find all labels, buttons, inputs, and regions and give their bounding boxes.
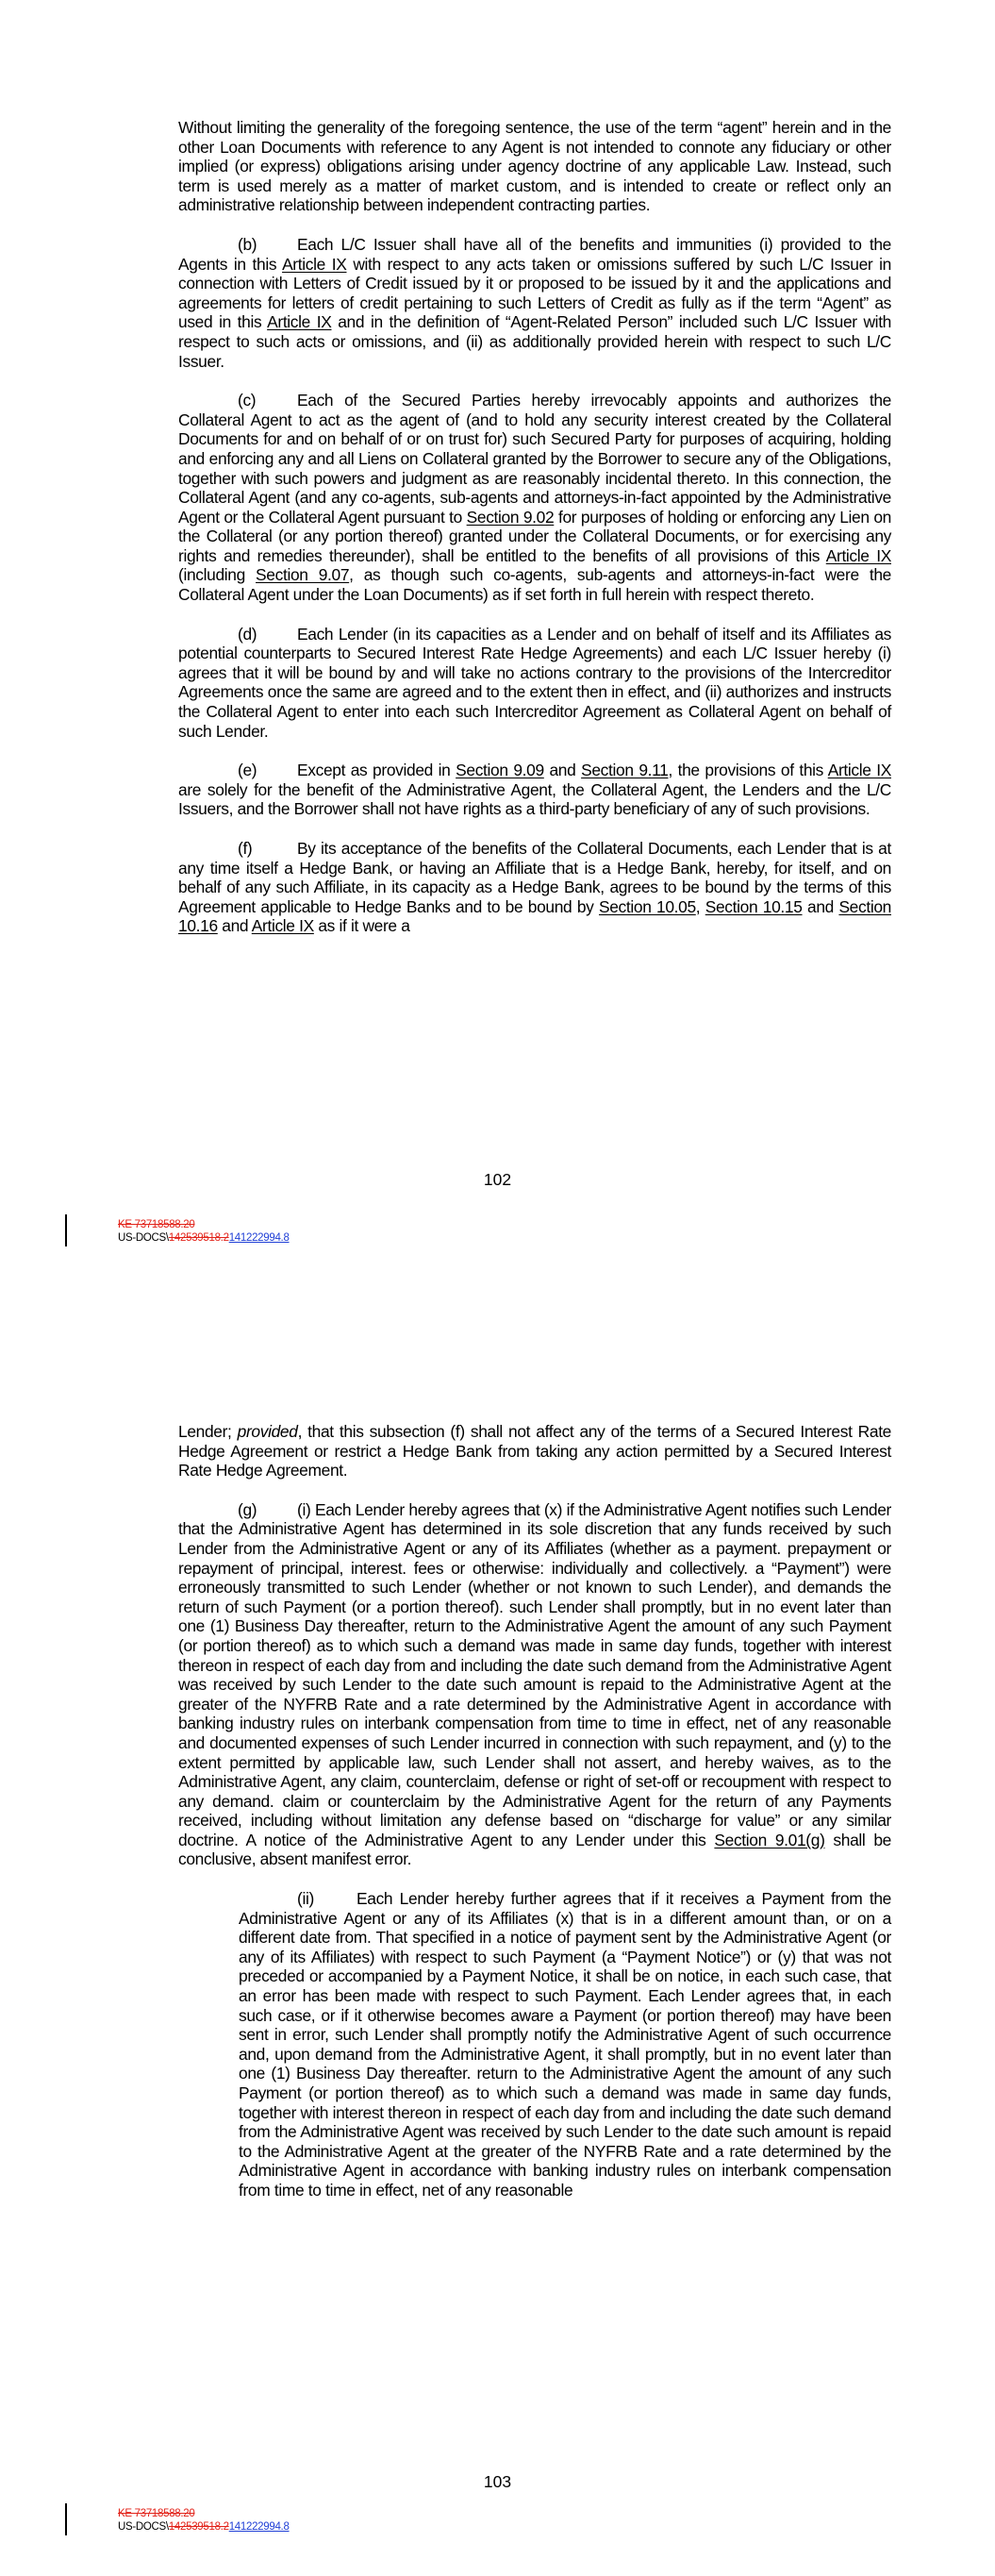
- article-ix-link: Article IX: [825, 545, 891, 565]
- text: and: [217, 916, 252, 936]
- paragraph-e-label: (e): [238, 761, 257, 780]
- section-9-01g-link: Section 9.01(g): [714, 1830, 825, 1849]
- footer-inserted: 141222994.8: [228, 1232, 290, 1244]
- text: , as though such co-agents, sub-agents and attorneys-in-fact were the Collateral Agent under the Loan Documents) as if set forth in full herein with respect thereto.: [178, 565, 891, 605]
- text: and: [802, 896, 839, 916]
- section-9-02-link: Section 9.02: [466, 507, 555, 527]
- paragraph-g: [178, 1500, 891, 1869]
- paragraph-d-label: (d): [238, 624, 257, 644]
- paragraph-g-ii-label: (ii): [297, 1889, 314, 1909]
- text: ,: [695, 896, 705, 916]
- paragraph-f-continued: [178, 1422, 891, 1480]
- proviso-emphasis: provided: [237, 1422, 298, 1441]
- footer-inserted: 141222994.8: [228, 2521, 290, 2533]
- change-bar: [65, 2503, 67, 2535]
- paragraph-c-label: (c): [238, 391, 257, 410]
- text: are solely for the benefit of the Administrative Agent, the Collateral Agent, the Lenders and the L/C Issuers, and the Borrower shall not have rights as a third-party beneficiary of any of such provisions.: [178, 779, 891, 819]
- paragraph-f-label: (f): [238, 839, 253, 858]
- text: Each L/C Issuer shall have all of the benefits and immunities (i) provided to the Agents in this: [178, 234, 891, 274]
- section-10-15-link: Section 10.15: [705, 896, 803, 916]
- text: (including: [178, 565, 257, 585]
- article-ix-link: Article IX: [267, 312, 332, 332]
- text: Lender;: [178, 1422, 238, 1441]
- text: with respect to any acts taken or omissions suffered by such L/C Issuer in connection with Letters of Credit issued by it or proposed to be issued by it and the applications and agreements for letters of credit pertaining to such Letters of Credit as fully as if the term “Agent” as used in this: [178, 254, 891, 332]
- section-9-07-link: Section 9.07: [256, 565, 350, 585]
- text: Each Lender hereby further agrees that if it receives a Payment from the Administrative Agent or any of its Affiliates (x) that is in a different amount than, or on a different date from. That specified in a notice of payment sent by the Administrative Agent (or any of its Affiliates) with respect to such Payment (a “Payment Notice”) or (y) that was not preceded or accompanied by a Payment Notice, it shall be on notice, in each such case, that an error has been made with respect to such Payment. Each Lender agrees that, in each such case, or if it otherwise becomes aware a Payment (or portion thereof) may have been sent in error, such Lender shall promptly notify the Administrative Agent of such occurrence and, upon demand from the Administrative Agent, it shall promptly, but in no event later than one (1) Business Day thereafter. return to the Administrative Agent the amount of any such Payment (or portion thereof) as to which such a demand was made in same day funds, together with interest thereon in respect of each day from and including the date such demand from the Administrative Agent was received by such Lender to the date such amount is repaid to the Administrative Agent at the greater of the NYFRB Rate and a rate determined by the Administrative Agent in accordance with banking industry rules on interbank compensation from time to time in effect, net of any reasonable: [239, 1889, 891, 2200]
- footer-old-docid: KE 73718588.20: [118, 2508, 195, 2519]
- footer-deleted: 142539518.2: [168, 1232, 229, 1244]
- article-ix-link: Article IX: [282, 254, 347, 274]
- text: as if it were a: [313, 916, 410, 936]
- text: shall be conclusive, absent manifest error.: [178, 1830, 891, 1869]
- document-footer: [118, 2507, 290, 2534]
- text: (i) Each Lender hereby agrees that (x) if the Administrative Agent notifies such Lender that the Administrative Agent has determined in its sole discretion that any funds received by such Lender from the Administrative Agent or any of its Affiliates (whether as a payment. prepayment or repayment of principal, interest. fees or otherwise: individually and collectively. a “Payment”) were erroneously transmitted to such Lender (whether or not known to such Lender), and demands the return of such Payment (or a portion thereof). such Lender shall promptly, but in no event later than one (1) Business Day thereafter, return to the Administrative Agent the amount of any such Payment (or portion thereof) as to which such a demand was made in same day funds, together with interest thereon in respect of each day from and including the date such demand from the Administrative Agent was received by such Lender to the date such amount is repaid to the Administrative Agent at the greater of the NYFRB Rate and a rate determined by the Administrative Agent in accordance with banking industry rules on interbank compensation from time to time in effect, net of any reasonable and documented expenses of such Lender incurred in connection with such repayment, and (y) to the extent permitted by applicable law, such Lender shall not assert, and hereby waives, as to the Administrative Agent, any claim, counterclaim, defense or right of set-off or recoupment with respect to any demand. claim or counterclaim by the Administrative Agent for the return of any Payments received, including without limitation any defense based on “discharge for value” or any similar doctrine. A notice of the Administrative Agent to any Lender under this: [178, 1499, 891, 1849]
- footer-deleted: 142539518.2: [168, 2521, 229, 2533]
- footer-prefix: US-DOCS\: [118, 2521, 169, 2533]
- page-103-body: [178, 1422, 891, 2220]
- footer-old-docid: KE 73718588.20: [118, 1219, 195, 1230]
- footer-prefix: US-DOCS\: [118, 1232, 169, 1244]
- section-10-05-link: Section 10.05: [598, 896, 696, 916]
- text: Each Lender (in its capacities as a Lender and on behalf of itself and its Affiliates as potential counterparts to Secured Interest Rate Hedge Agreements) and each L/C Issuer hereby (i) agrees that it will be bound by and will take no actions contrary to the provisions of the Intercreditor Agreements once the same are agreed and to the extent then in effect, and (ii) authorizes and instructs the Collateral Agent to enter into each such Intercreditor Agreement as Collateral Agent on behalf of such Lender.: [178, 624, 891, 741]
- section-9-11-link: Section 9.11: [581, 761, 669, 780]
- footer-docid: [118, 2520, 290, 2534]
- article-ix-link: Article IX: [827, 761, 891, 780]
- text: and in the definition of “Agent-Related Person” included such L/C Issuer with respect to such acts or omissions, and (ii) as additionally provided herein with respect to such L/C Issuer.: [178, 312, 892, 371]
- paragraph-g-label: (g): [238, 1499, 257, 1519]
- article-ix-link: Article IX: [251, 916, 314, 936]
- text: Except as provided in: [297, 761, 456, 780]
- text: Each of the Secured Parties hereby irrevocably appoints and authorizes the Collateral Agent to act as the agent of (and to hold any security interest created by the Collateral Documents for and on behalf of or on trust for) such Secured Party for purposes of acquiring, holding and enforcing any and all Liens on Collateral granted by the Borrower to secure any of the Obligations, together with such powers and judgment as are reasonably incidental thereto. In this connection, the Collateral Agent (and any co-agents, sub-agents and attorneys-in-fact appointed by the Administrative Agent or the Collateral Agent pursuant to: [178, 391, 891, 527]
- text: for purposes of holding or enforcing any Lien on the Collateral (or any portion thereof) granted under the Collateral Documents, or for exercising any rights and remedies thereunder), shall be entitled to the benefits of all provisions of this: [178, 507, 891, 565]
- section-9-09-link: Section 9.09: [456, 761, 544, 780]
- page-number: 102: [483, 1170, 512, 1189]
- text: By its acceptance of the benefits of the Collateral Documents, each Lender that is at any time itself a Hedge Bank, or having an Affiliate that is a Hedge Bank, hereby, for itself, and on behalf of any such Affiliate, in its capacity as a Hedge Bank, agrees to be bound by the terms of this Agreement applicable to Hedge Banks and to be bound by: [178, 839, 891, 916]
- text: , that this subsection (f) shall not affect any of the terms of a Secured Interest Rate Hedge Agreement or restrict a Hedge Bank from taking any action permitted by a Secured Interest Rate Hedge Agreement.: [178, 1422, 892, 1480]
- paragraph-agent-term: Without limiting the generality of the foregoing sentence, the use of the term “agent” herein and in the other Loan Documents with reference to any Agent is not intended to connote any fiduciary or other implied (or express) obligations arising under agency doctrine of any applicable Law. Instead, such term is used merely as a matter of market custom, and is intended to create or reflect only an administrative relationship between independent contracting parties.: [178, 118, 891, 215]
- paragraph-b-label: (b): [238, 234, 257, 254]
- text: , the provisions of this: [668, 761, 828, 780]
- page-number: 103: [483, 2472, 512, 2491]
- section-10-16-link: Section 10.16: [178, 896, 891, 936]
- text: and: [543, 761, 582, 780]
- paragraph-g-ii: [239, 1889, 891, 2200]
